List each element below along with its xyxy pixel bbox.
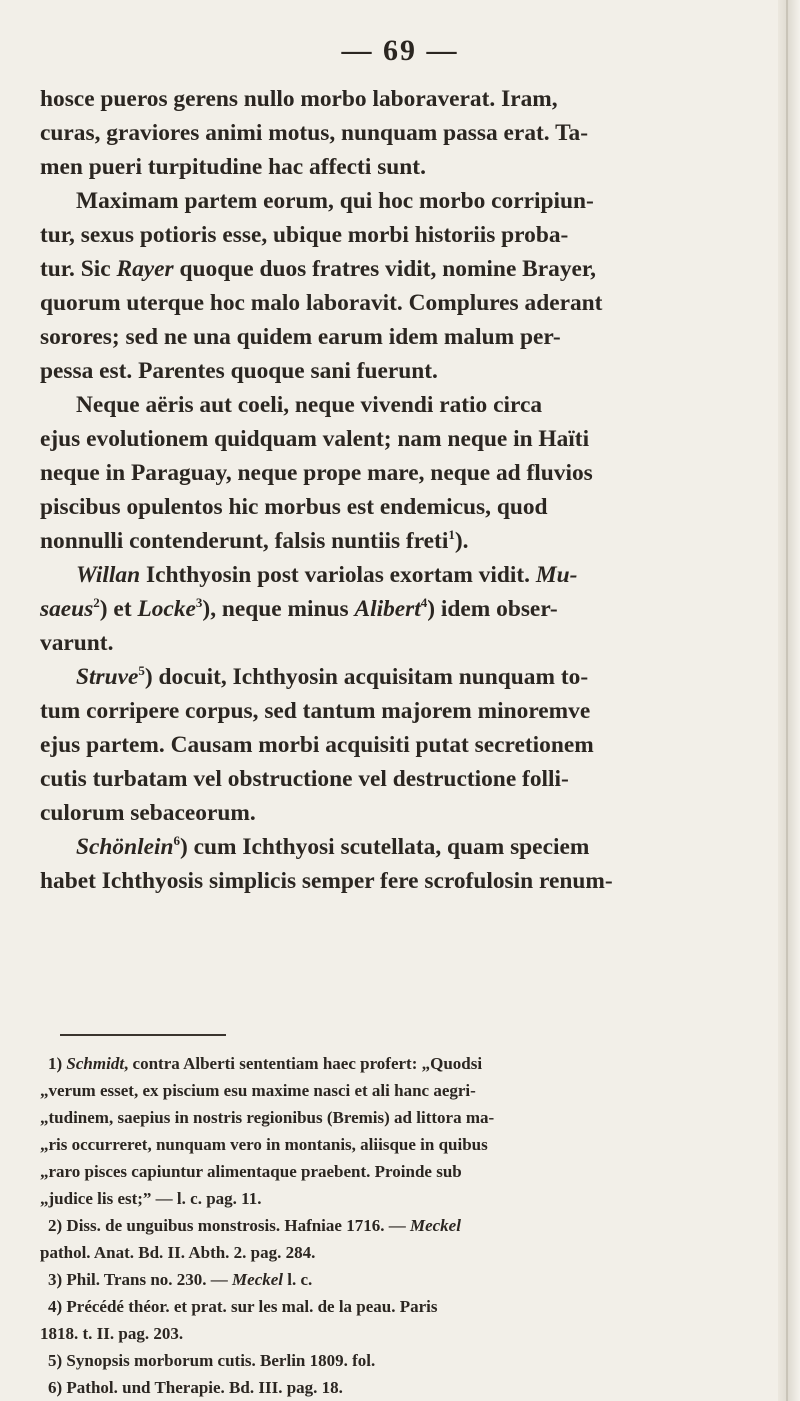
footnote-marker: 2 <box>93 595 100 610</box>
footnote-marker: 5 <box>138 663 145 678</box>
text-line <box>40 728 766 762</box>
page-number: — 69 — <box>341 34 459 67</box>
text-run: Maximam partem eorum, qui hoc morbo corripiun- <box>76 188 594 214</box>
text-line <box>40 762 766 796</box>
text-run: tum corripere corpus, sed tantum majorem minoremve <box>40 698 591 724</box>
text-line <box>40 320 766 354</box>
text-run: „ris occurreret, nunquam vero in montanis, aliisque in quibus <box>40 1135 488 1154</box>
text-run: pathol. Anat. Bd. II. Abth. 2. pag. 284. <box>40 1243 316 1262</box>
text-run: 3) Phil. Trans no. 230. — <box>48 1270 233 1289</box>
text-run: nonnulli contenderunt, falsis nuntiis freti <box>40 528 449 554</box>
text-run: Ichthyosin post variolas exortam vidit. <box>140 562 536 588</box>
text-run: ejus evolutionem quidquam valent; nam neque in Haïti <box>40 426 590 452</box>
page-edge-shadow <box>778 0 800 1401</box>
text-line <box>40 490 766 524</box>
text-line <box>40 524 766 558</box>
text-line <box>40 626 766 660</box>
text-run: ) cum Ichthyosi scutellata, quam speciem <box>180 834 590 860</box>
footnote-line <box>40 1212 766 1239</box>
text-run: ). <box>454 528 469 554</box>
footnote-line <box>40 1347 766 1374</box>
italic-name: saeus <box>40 596 94 622</box>
footnote-line <box>40 1239 766 1266</box>
footnote-line <box>40 1293 766 1320</box>
italic-name: Locke <box>137 596 196 622</box>
text-line <box>40 116 766 150</box>
italic-name: Rayer <box>116 256 174 282</box>
footnote-marker: 4 <box>420 595 428 610</box>
text-line <box>40 218 766 252</box>
text-run: ), neque minus <box>202 596 355 622</box>
text-line <box>40 82 766 116</box>
text-run: ) docuit, Ichthyosin acquisitam nunquam to- <box>144 664 589 690</box>
text-line <box>40 422 766 456</box>
text-run: 1818. t. II. pag. 203. <box>40 1324 184 1343</box>
text-run: pessa est. Parentes quoque sani fuerunt. <box>40 358 438 384</box>
text-run: 6) Pathol. und Therapie. Bd. III. pag. 18. <box>48 1378 343 1397</box>
footnote-line <box>40 1185 766 1212</box>
text-run: tur. Sic <box>40 256 117 282</box>
text-run: 2) Diss. de unguibus monstrosis. Hafniae 1716. — <box>48 1216 410 1235</box>
text-line <box>40 694 766 728</box>
footnote-line <box>40 1158 766 1185</box>
text-run: culorum sebaceorum. <box>40 800 256 826</box>
italic-name: Alibert <box>354 596 421 622</box>
text-line <box>40 660 766 694</box>
footnote-line <box>40 1104 766 1131</box>
text-run: quoque duos fratres vidit, nomine Brayer, <box>173 256 597 282</box>
main-text-block <box>40 82 766 898</box>
text-line <box>40 184 766 218</box>
text-run: men pueri turpitudine hac affecti sunt. <box>40 154 426 180</box>
footnote-marker: 1 <box>448 527 455 542</box>
footnote-line <box>40 1374 766 1401</box>
footnote-line <box>40 1266 766 1293</box>
text-run: hosce pueros gerens nullo morbo laboraverat. Iram, <box>40 86 558 112</box>
italic-name: Schönlein <box>76 834 174 860</box>
page-edge-line <box>786 0 788 1401</box>
text-line <box>40 830 766 864</box>
text-line <box>40 592 766 626</box>
italic-name: Mu- <box>535 562 578 588</box>
text-run: 4) Précédé théor. et prat. sur les mal. de la peau. Paris <box>48 1297 438 1316</box>
text-run: cutis turbatam vel obstructione vel destructione folli- <box>40 766 569 792</box>
italic-name: Willan <box>76 562 141 588</box>
text-line <box>40 864 766 898</box>
text-run: quorum uterque hoc malo laboravit. Complures aderant <box>40 290 603 316</box>
text-line <box>40 354 766 388</box>
footnote-line <box>40 1320 766 1347</box>
text-run: , contra Alberti sententiam haec profert: „Quodsi <box>124 1054 483 1073</box>
text-run: „judice lis est;” — l. c. pag. 11. <box>40 1189 262 1208</box>
text-run: neque in Paraguay, neque prope mare, neque ad fluvios <box>40 460 593 486</box>
text-run: ) idem obser- <box>427 596 558 622</box>
footnote-line <box>40 1131 766 1158</box>
italic-name: Schmidt <box>66 1054 125 1073</box>
text-run: l. c. <box>283 1270 313 1289</box>
text-line <box>40 456 766 490</box>
text-line <box>40 252 766 286</box>
text-run: ejus partem. Causam morbi acquisiti putat secretionem <box>40 732 594 758</box>
text-run: tur, sexus potioris esse, ubique morbi historiis proba- <box>40 222 569 248</box>
text-run: sorores; sed ne una quidem earum idem malum per- <box>40 324 561 350</box>
text-run: 1) <box>48 1054 67 1073</box>
italic-name: Struve <box>76 664 139 690</box>
footnote-line <box>40 1077 766 1104</box>
italic-name: Meckel <box>232 1270 284 1289</box>
text-run: „verum esset, ex piscium esu maxime nasci et ali hanc aegri- <box>40 1081 476 1100</box>
text-run: varunt. <box>40 630 114 656</box>
text-line <box>40 558 766 592</box>
text-line <box>40 796 766 830</box>
text-run: ) et <box>99 596 138 622</box>
text-run: „tudinem, saepius in nostris regionibus (Bremis) ad littora ma- <box>40 1108 495 1127</box>
text-run: 5) Synopsis morborum cutis. Berlin 1809. fol. <box>48 1351 376 1370</box>
text-line <box>40 388 766 422</box>
footnote-separator <box>60 1034 226 1036</box>
text-run: curas, graviores animi motus, nunquam passa erat. Ta- <box>40 120 589 146</box>
text-run: piscibus opulentos hic morbus est endemicus, quod <box>40 494 548 520</box>
text-line <box>40 150 766 184</box>
footnote-marker: 6 <box>173 833 180 848</box>
footnote-marker: 3 <box>195 595 203 610</box>
footnote-line <box>40 1050 766 1077</box>
text-run: Neque aëris aut coeli, neque vivendi ratio circa <box>76 392 543 418</box>
text-line <box>40 286 766 320</box>
italic-name: Meckel <box>409 1216 461 1235</box>
text-run: „raro pisces capiuntur alimentaque praebent. Proinde sub <box>40 1162 462 1181</box>
footnotes-block <box>40 1050 766 1401</box>
text-run: habet Ichthyosis simplicis semper fere scrofulosin renum- <box>40 868 613 894</box>
